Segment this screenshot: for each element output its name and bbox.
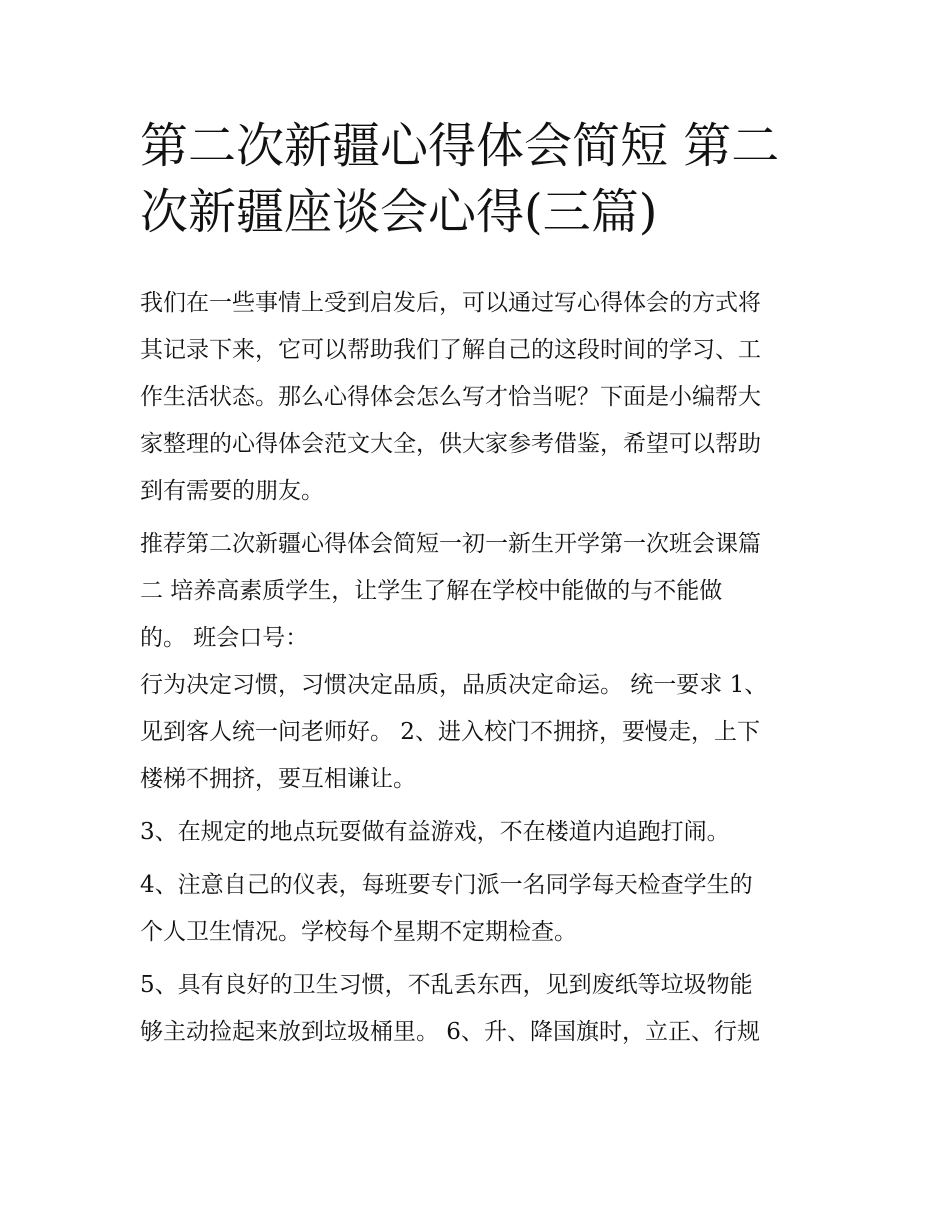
rule-line: 行为决定习惯，习惯决定品质，品质决定命运。 统一要求 1、 <box>140 672 768 698</box>
rules-paragraph-3 <box>140 862 820 956</box>
intro-line: 作生活状态。那么心得体会怎么写才恰当呢？下面是小编帮大 <box>140 384 761 410</box>
title-line-2: 次新疆座谈会心得(三篇) <box>140 184 658 240</box>
rule-line: 够主动捡起来放到垃圾桶里。 6、升、降国旗时，立正、行规 <box>140 1019 760 1045</box>
document-title <box>140 113 820 245</box>
section-line: 推荐第二次新疆心得体会简短一初一新生开学第一次班会课篇 <box>140 531 761 557</box>
rule-line: 个人卫生情况。学校每个星期不定期检查。 <box>140 919 577 945</box>
rule-line: 5、具有良好的卫生习惯，不乱丢东西，见到废纸等垃圾物能 <box>140 972 753 998</box>
section-paragraph <box>140 521 820 662</box>
rule-line: 4、注意自己的仪表，每班要专门派一名同学每天检查学生的 <box>140 872 753 898</box>
section-line: 二 培养高素质学生，让学生了解在学校中能做的与不能做 <box>140 578 723 604</box>
intro-line: 家整理的心得体会范文大全，供大家参考借鉴，希望可以帮助 <box>140 431 761 457</box>
intro-line: 我们在一些事情上受到启发后，可以通过写心得体会的方式将 <box>140 290 761 316</box>
intro-line: 其记录下来，它可以帮助我们了解自己的这段时间的学习、工 <box>140 337 761 363</box>
rule-line: 见到客人统一问老师好。 2、进入校门不拥挤，要慢走，上下 <box>140 719 760 745</box>
document-body <box>140 280 820 1056</box>
rules-paragraph-2 <box>140 809 820 856</box>
section-line: 的。 班会口号： <box>140 625 309 651</box>
intro-line: 到有需要的朋友。 <box>140 478 324 504</box>
title-line-1: 第二次新疆心得体会简短 第二 <box>140 118 780 174</box>
rules-paragraph-1 <box>140 662 820 803</box>
rule-line: 楼梯不拥挤，要互相谦让。 <box>140 766 416 792</box>
rule-line: 3、在规定的地点玩耍做有益游戏，不在楼道内追跑打闹。 <box>140 819 730 845</box>
rules-paragraph-4 <box>140 962 820 1056</box>
intro-paragraph <box>140 280 820 515</box>
